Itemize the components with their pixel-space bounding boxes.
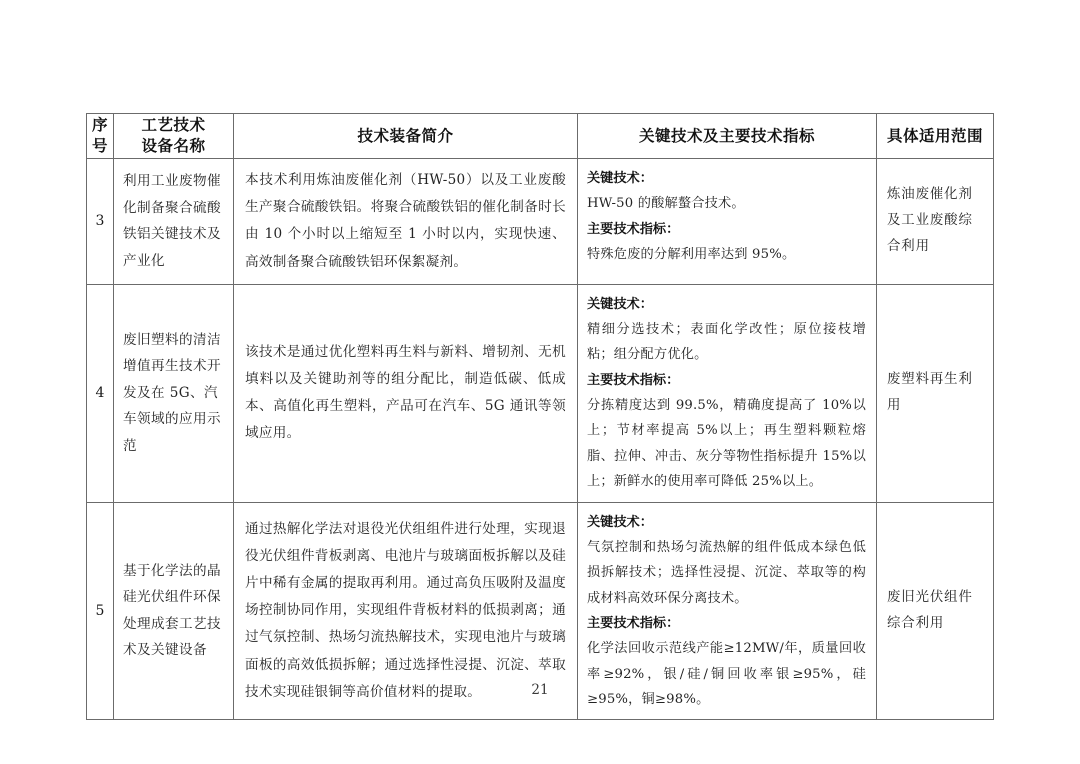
main-index-label: 主要技术指标：: [587, 615, 680, 631]
cell-application-scope: 废塑料再生利用: [877, 284, 994, 502]
table-body: [87, 159, 994, 720]
cell-sequence: 3: [87, 159, 114, 285]
column-header-name: [114, 114, 234, 159]
key-technology-body: HW-50 的酸解螯合技术。: [587, 196, 745, 212]
table-header-row: [87, 114, 994, 159]
page-number: 21: [531, 682, 549, 698]
column-header-key-tech: 关键技术及主要技术指标: [578, 114, 877, 159]
main-index-label: 主要技术指标：: [587, 221, 680, 237]
key-technology-body: 气氛控制和热场匀流热解的组件低成本绿色低损拆解技术；选择性浸提、沉淀、萃取等的构成材料高效环保分离技术。: [587, 539, 866, 606]
cell-technology-name: 废旧塑料的清洁增值再生技术开发及在 5G、汽车领域的应用示范: [114, 284, 234, 502]
cell-technology-intro: 该技术是通过优化塑料再生料与新料、增韧剂、无机填料以及关键助剂等的组分配比，制造低碳、低成本、高值化再生塑料，产品可在汽车、5G 通讯等领域应用。: [234, 284, 578, 502]
cell-technology-name: 基于化学法的晶硅光伏组件环保处理成套工艺技术及关键设备: [114, 502, 234, 720]
column-header-sequence: [87, 114, 114, 159]
key-technology-label: 关键技术：: [587, 514, 653, 530]
column-header-scope: 具体适用范围: [877, 114, 994, 159]
key-technology-label: 关键技术：: [587, 296, 653, 312]
cell-key-technology: [578, 284, 877, 502]
cell-application-scope: 炼油废催化剂及工业废酸综合利用: [877, 159, 994, 285]
cell-technology-name: 利用工业废物催化制备聚合硫酸铁铝关键技术及产业化: [114, 159, 234, 285]
technology-catalog-table: [86, 113, 994, 720]
column-header-sequence-line2: 号: [91, 137, 108, 155]
column-header-sequence-line1: 序: [91, 116, 108, 135]
main-index-body: 特殊危废的分解利用率达到 95%。: [587, 247, 796, 263]
table-row: [87, 159, 994, 285]
column-header-intro: 技术装备简介: [234, 114, 578, 159]
table-header: [87, 114, 994, 159]
column-header-name-line1: 工艺技术: [141, 116, 206, 135]
main-index-label: 主要技术指标：: [587, 372, 680, 388]
cell-technology-intro: 本技术利用炼油废催化剂（HW-50）以及工业废酸生产聚合硫酸铁铝。将聚合硫酸铁铝的催化制备时长由 10 个小时以上缩短至 1 小时以内，实现快速、高效制备聚合硫酸铁铝环保絮凝剂。: [234, 159, 578, 285]
main-index-body: 分拣精度达到 99.5%，精确度提高了 10%以上；节材率提高 5%以上；再生塑料颗粒熔脂、拉伸、冲击、灰分等物性指标提升 15%以上；新鲜水的使用率可降低 25%以上。: [587, 398, 866, 490]
cell-sequence: 4: [87, 284, 114, 502]
key-technology-body: 精细分选技术；表面化学改性；原位接枝增粘；组分配方优化。: [587, 322, 866, 363]
key-technology-label: 关键技术：: [587, 171, 653, 186]
cell-technology-intro: 通过热解化学法对退役光伏组组件进行处理，实现退役光伏组件背板剥离、电池片与玻璃面板拆解以及硅片中稀有金属的提取再利用。通过高负压吸附及温度场控制协同作用，实现组件背板材料的低损剥离；通过气氛控制、热场匀流热解技术，实现电池片与玻璃面板的高效低损拆解；通过选择性浸提、沉淀、萃取技术实现硅银铜等高价值材料的提取。: [234, 502, 578, 720]
cell-sequence: 5: [87, 502, 114, 720]
table-row: [87, 284, 994, 502]
cell-key-technology: [578, 159, 877, 285]
column-header-name-line2: 设备名称: [141, 137, 206, 155]
cell-application-scope: 废旧光伏组件综合利用: [877, 502, 994, 720]
main-index-body: 化学法回收示范线产能≥12MW/年，质量回收率≥92%，银/硅/铜回收率银≥95%，硅≥95%，铜≥98%。: [587, 641, 866, 707]
